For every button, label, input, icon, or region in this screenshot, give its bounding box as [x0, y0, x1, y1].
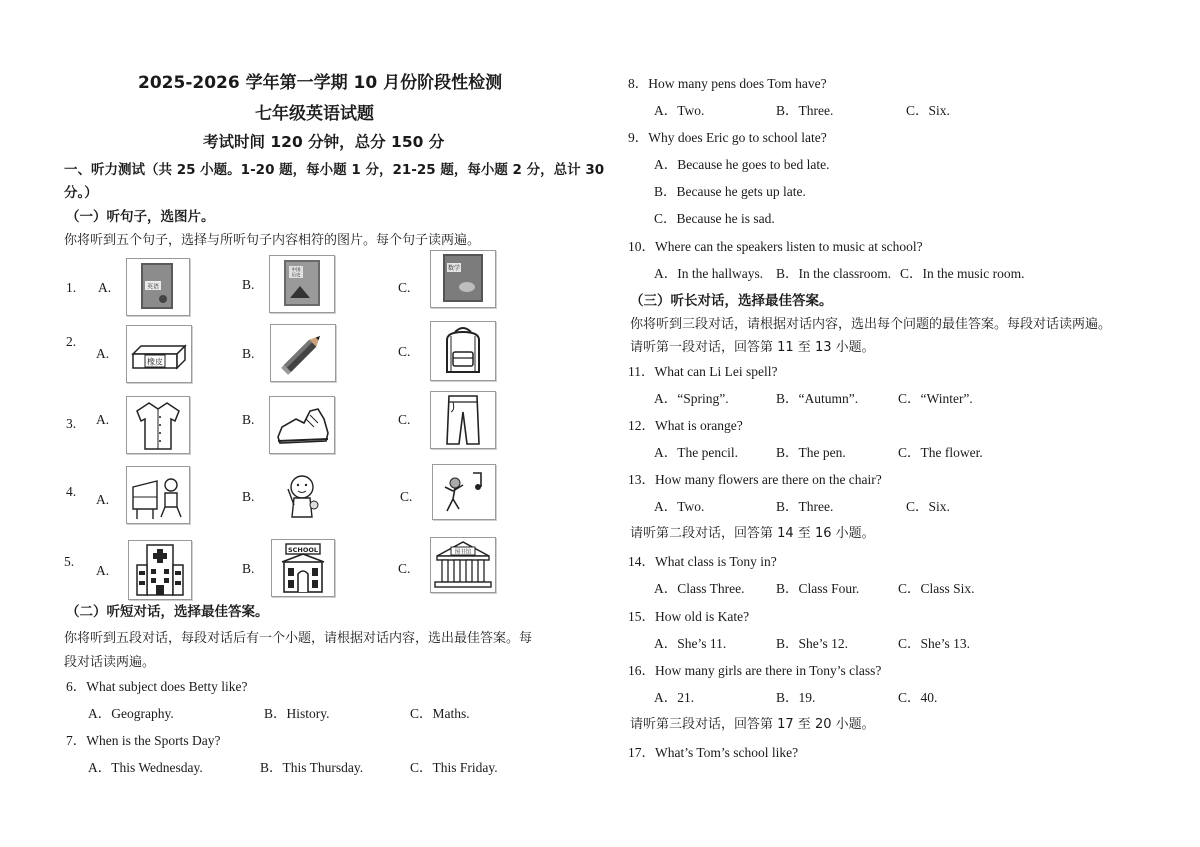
option-a[interactable]: A．Class Three.	[654, 581, 745, 596]
option-label: A.	[98, 280, 112, 295]
option-b[interactable]: B．History.	[264, 706, 330, 721]
backpack-icon[interactable]	[430, 321, 496, 381]
trousers-icon[interactable]	[430, 391, 496, 449]
option-c[interactable]: C．Class Six.	[898, 581, 975, 596]
option-c[interactable]: C．“Winter”.	[898, 391, 973, 406]
option-b[interactable]: B．Class Four.	[776, 581, 860, 596]
option-c[interactable]: C．In the music room.	[900, 266, 1025, 281]
option-label: B.	[242, 412, 255, 427]
svg-text:数学: 数学	[447, 265, 461, 272]
painter-icon[interactable]	[269, 466, 335, 524]
option-label: C.	[400, 489, 413, 504]
question-number: 3.	[66, 416, 77, 431]
option-label: A.	[96, 492, 110, 507]
question-text: 8．How many pens does Tom have?	[628, 76, 827, 91]
option-label: C.	[398, 344, 411, 359]
question-text: 7．When is the Sports Day?	[66, 733, 221, 748]
question-text: 14．What class is Tony in?	[628, 554, 777, 569]
option-label: A.	[96, 346, 110, 361]
option-label: C.	[398, 412, 411, 427]
option-a[interactable]: A．She’s 11.	[654, 636, 727, 651]
dialog1-intro: 请听第一段对话，回答第 11 至 13 小题。	[630, 340, 875, 355]
svg-text:中国: 中国	[291, 268, 301, 273]
svg-text:英语: 英语	[146, 283, 160, 291]
part2-title: （二）听短对话，选择最佳答案。	[66, 604, 269, 620]
option-a[interactable]: A．Two.	[654, 103, 705, 118]
shirt-icon[interactable]	[126, 396, 190, 454]
svg-text:橡皮: 橡皮	[147, 357, 163, 367]
part1-title: （一）听句子，选图片。	[66, 209, 215, 225]
option-a[interactable]: A．In the hallways.	[654, 266, 764, 281]
question-text: 9．Why does Eric go to school late?	[628, 130, 827, 145]
question-text: 17．What’s Tom’s school like?	[628, 745, 799, 760]
option-c[interactable]: C．She’s 13.	[898, 636, 971, 651]
question-text: 6．What subject does Betty like?	[66, 679, 248, 694]
english-book-icon[interactable]	[126, 258, 190, 316]
svg-text:图书馆: 图书馆	[454, 549, 472, 556]
shoe-icon[interactable]	[269, 396, 335, 454]
question-text: 12．What is orange?	[628, 418, 743, 433]
part3-title: （三）听长对话，选择最佳答案。	[630, 293, 833, 309]
question-text: 16．How many girls are there in Tony’s class?	[628, 663, 882, 678]
section1-heading: 一、听力测试（共 25 小题。1-20 题，每小题 1 分，21-25 题，每小题 2 分，总计 30	[64, 162, 605, 178]
option-c[interactable]: C．Maths.	[410, 706, 470, 721]
option-b[interactable]: B．Because he gets up late.	[654, 184, 806, 199]
section1-heading-cont: 分。）	[64, 185, 98, 201]
dialog2-intro: 请听第二段对话，回答第 14 至 16 小题。	[630, 526, 875, 541]
piano-player-icon[interactable]	[126, 466, 190, 524]
option-a[interactable]: A．Two.	[654, 499, 705, 514]
part2-instruction: 你将听到五段对话，每段对话后有一个小题，请根据对话内容，选出最佳答案。每	[64, 631, 533, 646]
option-label: C.	[398, 280, 411, 295]
option-c[interactable]: C．Six.	[906, 103, 950, 118]
option-b[interactable]: B．Three.	[776, 103, 834, 118]
option-c[interactable]: C．The flower.	[898, 445, 983, 460]
question-text: 13．How many flowers are there on the chair?	[628, 472, 882, 487]
exam-title: 2025-2026 学年第一学期 10 月份阶段性检测	[138, 73, 503, 93]
eraser-icon[interactable]	[126, 325, 192, 383]
option-label: B.	[242, 346, 255, 361]
question-number: 5.	[64, 554, 75, 569]
option-a[interactable]: A．Geography.	[88, 706, 174, 721]
exam-subtitle: 七年级英语试题	[255, 104, 374, 124]
option-c[interactable]: C．This Friday.	[410, 760, 498, 775]
part3-instruction: 你将听到三段对话，请根据对话内容，选出每个问题的最佳答案。每段对话读两遍。	[630, 317, 1112, 332]
option-c[interactable]: C．40.	[898, 690, 938, 705]
svg-text:SCHOOL: SCHOOL	[287, 546, 319, 554]
svg-text:历史: 历史	[291, 273, 301, 279]
option-a[interactable]: A．“Spring”.	[654, 391, 729, 406]
question-number: 1.	[66, 280, 77, 295]
option-b[interactable]: B．“Autumn”.	[776, 391, 859, 406]
option-a[interactable]: A．21.	[654, 690, 695, 705]
pencil-icon[interactable]	[270, 324, 336, 382]
question-text: 10．Where can the speakers listen to music at school?	[628, 239, 923, 254]
option-label: B.	[242, 561, 255, 576]
option-b[interactable]: B．In the classroom.	[776, 266, 892, 281]
option-a[interactable]: A．The pencil.	[654, 445, 738, 460]
exam-info: 考试时间 120 分钟，总分 150 分	[203, 133, 445, 151]
option-b[interactable]: B．Three.	[776, 499, 834, 514]
option-b[interactable]: B．This Thursday.	[260, 760, 364, 775]
hospital-icon[interactable]	[128, 540, 192, 600]
maths-book-icon[interactable]	[430, 250, 496, 308]
option-a[interactable]: A．This Wednesday.	[88, 760, 203, 775]
history-book-icon[interactable]	[269, 255, 335, 313]
school-building-icon[interactable]	[271, 539, 335, 597]
library-icon[interactable]	[430, 537, 496, 593]
option-label: B.	[242, 489, 255, 504]
option-b[interactable]: B．The pen.	[776, 445, 846, 460]
question-text: 11．What can Li Lei spell?	[628, 364, 778, 379]
option-b[interactable]: B．19.	[776, 690, 816, 705]
option-label: A.	[96, 412, 110, 427]
part1-instruction: 你将听到五个句子，选择与所听句子内容相符的图片。每个句子读两遍。	[64, 233, 481, 248]
question-number: 4.	[66, 484, 77, 499]
option-a[interactable]: A．Because he goes to bed late.	[654, 157, 830, 172]
dialog3-intro: 请听第三段对话，回答第 17 至 20 小题。	[630, 717, 875, 732]
question-text: 15．How old is Kate?	[628, 609, 750, 624]
dancer-icon[interactable]	[432, 464, 496, 520]
option-label: C.	[398, 561, 411, 576]
option-label: A.	[96, 563, 110, 578]
option-c[interactable]: C．Six.	[906, 499, 950, 514]
part2-instruction-cont: 段对话读两遍。	[64, 655, 156, 670]
question-number: 2.	[66, 334, 77, 349]
option-c[interactable]: C．Because he is sad.	[654, 211, 775, 226]
option-b[interactable]: B．She’s 12.	[776, 636, 849, 651]
option-label: B.	[242, 277, 255, 292]
